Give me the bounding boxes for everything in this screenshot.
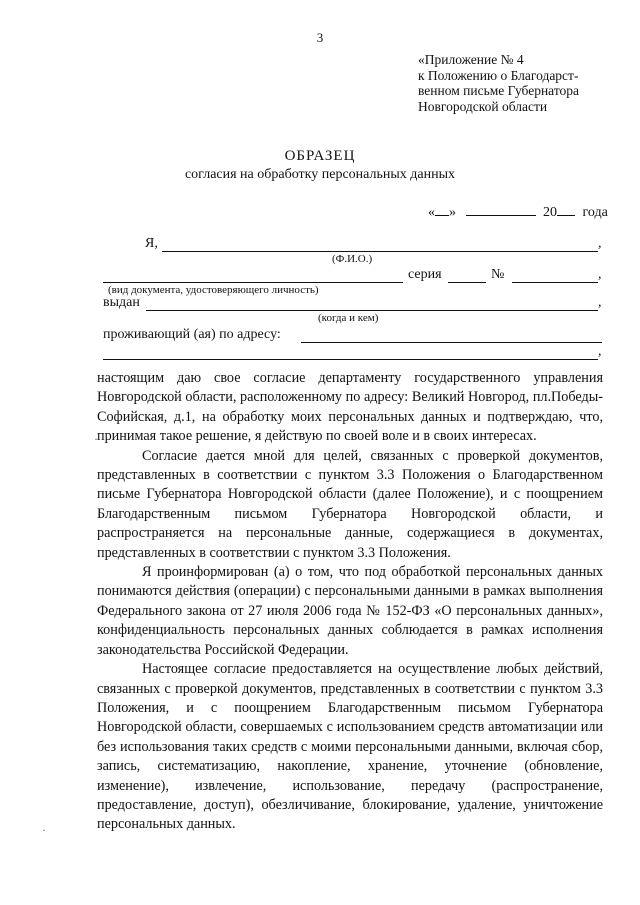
document-type-field[interactable] — [103, 282, 403, 283]
address-comma: , — [598, 344, 602, 359]
paragraph-1: настоящим даю свое согласие департаменту государственного управления Новгородской области, расположенному по адресу: Великий Новгород, пл.Победы-Софийская, д.1, на обработку моих персональных данных и подтверждаю, что, принимая такое решение, я действую по своей воле и в своих интересах. — [97, 370, 603, 445]
year-suffix: года — [582, 205, 608, 220]
page-number: 3 — [316, 30, 324, 45]
address-label: проживающий (ая) по адресу: — [103, 327, 281, 342]
scan-mark: · — [42, 823, 46, 837]
scan-mark: · — [94, 432, 98, 446]
document-subtitle: согласия на обработку персональных данных — [184, 167, 456, 182]
issued-label: выдан — [103, 295, 140, 310]
paragraph-3: Я проинформирован (а) о том, что под обработкой персональных данных понимаются действия (операции) с персональными данными в рамках выполнения Федерального закона от 27 июля 2006 года № 152-ФЗ «О персональных данных», конфиденциальность персональных данных соблюдается в рамках исполнения законодательства Российской Федерации. — [97, 564, 603, 658]
i-label: Я, — [145, 236, 158, 251]
document-comma: , — [598, 267, 602, 282]
annex-line-1: «Приложение № 4 — [418, 52, 524, 67]
issued-field[interactable] — [146, 310, 598, 311]
issued-caption: (когда и кем) — [318, 312, 379, 324]
annex-line-4: Новгородской области — [418, 98, 548, 114]
address-field-2[interactable] — [103, 359, 598, 360]
paragraph-4: Настоящее согласие предоставляется на осуществление любых действий, связанных с проверкой документов, представленных в соответствии с пунктом 3.3 Положения, и с поощрением Благодарственным письмом Губернатора Новгородской области, совершаемых с использованием средств автоматизации или без использования таких средств с моими персональными данными, включая сбор, запись, систематизацию, накопление, хранение, уточнение (обновление, изменение), извлечение, использование, передачу (распространение, предоставление, доступ), обезличивание, блокирование, удаление, уничтожение персональных данных. — [97, 661, 603, 833]
date-open-quote: « — [428, 205, 435, 220]
consent-body — [97, 369, 603, 835]
annex-line-3: венном письме Губернатора — [418, 83, 580, 98]
annex-reference — [418, 52, 579, 114]
document-caption: (вид документа, удостоверяющего личность) — [108, 284, 319, 296]
fio-comma: , — [598, 236, 602, 251]
series-label: серия — [408, 267, 442, 282]
paragraph-2: Согласие дается мной для целей, связанных с проверкой документов, представленных в соответствии с пунктом 3.3 Положения о Благодарственном письме Губернатора Новгородской области (далее Положение), и с поощрением Благодарственным письмом Губернатора Новгородской области, и распространяется на персональные данные, содержащиеся в документах, представленных в соответствии с пунктом 3.3 Положения. — [97, 447, 603, 561]
year-prefix: 20 — [543, 205, 557, 220]
series-field[interactable] — [448, 282, 486, 283]
number-field[interactable] — [512, 282, 598, 283]
date-close-quote: » — [449, 205, 456, 220]
month-field[interactable] — [466, 202, 536, 216]
year-field[interactable] — [557, 202, 575, 216]
day-field[interactable] — [435, 202, 449, 216]
annex-line-2: к Положению о Благодарст- — [418, 67, 579, 83]
date-line — [428, 202, 608, 221]
fio-field[interactable] — [162, 251, 598, 252]
number-label: № — [491, 267, 505, 282]
issued-comma: , — [598, 295, 602, 310]
address-field-1[interactable] — [301, 342, 602, 343]
fio-caption: (Ф.И.О.) — [332, 253, 373, 265]
document-title: ОБРАЗЕЦ — [284, 148, 356, 164]
